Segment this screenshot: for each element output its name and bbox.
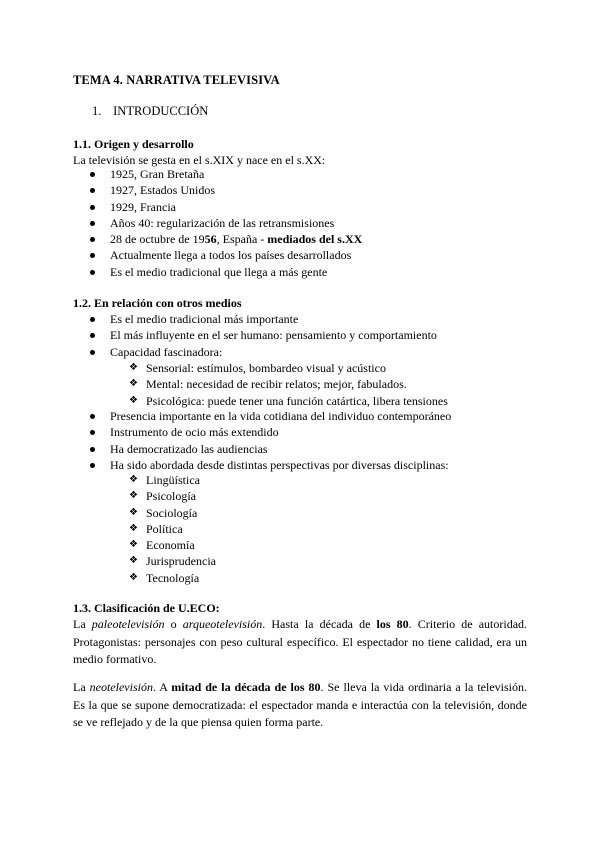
bullet-icon bbox=[90, 463, 95, 468]
list-item: Ha sido abordada desde distintas perspectivas por diversas disciplinas: bbox=[73, 457, 451, 473]
bullet-icon bbox=[90, 414, 95, 419]
list-item: Capacidad fascinadora: bbox=[73, 344, 437, 360]
diamond-bullet-icon: ❖ bbox=[129, 378, 138, 390]
paragraph-neotelevision bbox=[73, 679, 527, 732]
list-item: 1929, Francia bbox=[73, 199, 362, 215]
paragraph-line: La neotelevisión. A mitad de la década de los 80. Se lleva la vida ordinaria a la televisión. bbox=[73, 680, 527, 694]
list-item: Presencia importante en la vida cotidiana del individuo contemporáneo bbox=[73, 408, 451, 424]
bullet-icon bbox=[90, 333, 95, 338]
bullet-icon bbox=[90, 447, 95, 452]
paragraph-line: se ve reflejado y de la que piensa quien forma parte. bbox=[73, 715, 324, 729]
bullet-icon bbox=[90, 188, 95, 193]
list-item: Años 40: regularización de las retransmisiones bbox=[73, 215, 362, 231]
list-item: Ha democratizado las audiencias bbox=[73, 441, 451, 457]
fascinadora-list bbox=[73, 360, 448, 409]
diamond-bullet-icon: ❖ bbox=[129, 555, 138, 567]
paragraph-line: medio formativo. bbox=[73, 652, 157, 666]
diamond-bullet-icon: ❖ bbox=[129, 506, 138, 518]
relacion-list-continued bbox=[73, 408, 451, 473]
bullet-icon bbox=[90, 221, 95, 226]
list-item: Instrumento de ocio más extendido bbox=[73, 424, 451, 440]
bullet-icon bbox=[90, 317, 95, 322]
origen-list bbox=[73, 166, 362, 280]
paragraph-line: Protagonistas: personajes con peso cultural específico. El espectador no tiene calidad, era un bbox=[73, 634, 527, 649]
diamond-bullet-icon: ❖ bbox=[129, 522, 138, 534]
diamond-bullet-icon: ❖ bbox=[129, 362, 138, 373]
list-item: 1925, Gran Bretaña bbox=[73, 166, 362, 182]
bullet-icon bbox=[90, 253, 95, 258]
bullet-icon bbox=[90, 172, 95, 177]
intro-number: 1. bbox=[92, 104, 102, 118]
bullet-icon bbox=[90, 205, 95, 210]
list-item: ❖ Sociología bbox=[129, 505, 198, 520]
list-item: ❖ Economía bbox=[129, 538, 195, 553]
origen-lead: La televisión se gesta en el s.XIX y nace en el s.XX: bbox=[73, 153, 326, 167]
list-item: ❖ Jurisprudencia bbox=[129, 554, 216, 569]
intro-label: INTRODUCCIÓN bbox=[113, 104, 209, 118]
diamond-bullet-icon: ❖ bbox=[129, 394, 138, 406]
list-item: ❖ Sensorial: estímulos, bombardeo visual y acústico bbox=[129, 361, 386, 375]
list-item: ❖ Tecnología bbox=[129, 570, 200, 585]
diamond-bullet-icon: ❖ bbox=[129, 539, 138, 551]
list-item: Es el medio tradicional más importante bbox=[73, 311, 437, 327]
list-item: ❖ Política bbox=[129, 521, 183, 536]
diamond-bullet-icon: ❖ bbox=[129, 474, 138, 485]
bullet-icon bbox=[90, 270, 95, 275]
list-item: Actualmente llega a todos los países desarrollados bbox=[73, 247, 362, 263]
list-item: El más influyente en el ser humano: pensamiento y comportamiento bbox=[73, 327, 437, 343]
list-item: 28 de octubre de 1956, España - mediados del s.XX bbox=[73, 231, 362, 247]
bullet-icon bbox=[90, 430, 95, 435]
bullet-icon bbox=[90, 237, 95, 242]
paragraph-line: La paleotelevisión o arqueotelevisión. Hasta la década de los 80. Criterio de autoridad. bbox=[73, 617, 528, 631]
heading-relacion: 1.2. En relación con otros medios bbox=[73, 296, 242, 310]
section-introduccion bbox=[92, 104, 208, 119]
list-item: ❖ Mental: necesidad de recibir relatos; mejor, fabulados. bbox=[129, 377, 407, 392]
heading-origen: 1.1. Origen y desarrollo bbox=[73, 137, 194, 151]
diamond-bullet-icon: ❖ bbox=[129, 571, 138, 583]
paragraph-paleotelevision bbox=[73, 616, 527, 669]
document-title: TEMA 4. NARRATIVA TELEVISIVA bbox=[73, 73, 280, 87]
bullet-icon bbox=[90, 350, 95, 355]
list-item: 1927, Estados Unidos bbox=[73, 182, 362, 198]
list-item: ❖ Psicología bbox=[129, 489, 196, 504]
heading-clasificacion: 1.3. Clasificación de U.ECO: bbox=[73, 601, 220, 615]
relacion-list bbox=[73, 311, 437, 360]
disciplinas-list bbox=[73, 472, 216, 586]
paragraph-line: Es la que se supone democratizada: el espectador manda e interactúa con la televisión, donde bbox=[73, 697, 527, 712]
list-item: ❖ Psicológica: puede tener una función catártica, libera tensiones bbox=[129, 393, 448, 408]
list-item: Es el medio tradicional que llega a más gente bbox=[73, 264, 362, 280]
list-item: ❖ Lingüística bbox=[129, 473, 200, 487]
diamond-bullet-icon: ❖ bbox=[129, 490, 138, 502]
